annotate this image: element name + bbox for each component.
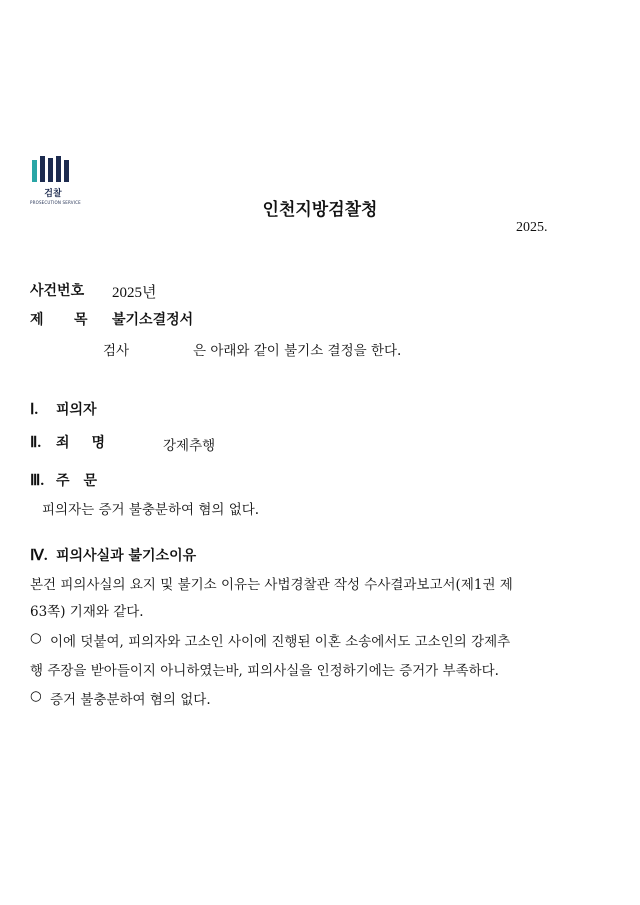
section-charge-heading [30,432,105,452]
bullet-1-line-1: 이에 덧붙여, 피의자와 고소인 사이에 진행된 이혼 소송에서도 고소인의 강제추 [50,634,511,650]
section-numeral: Ⅲ. [30,473,45,489]
section-reasons-heading [30,545,196,565]
section-title-2: 문 [83,473,98,489]
section-title: 피의사실과 불기소이유 [56,548,197,564]
section-numeral: Ⅰ. [30,402,39,418]
section-title-2: 명 [91,435,106,451]
office-name: 인천지방검찰청 [262,200,378,220]
document-date: 2025. [516,220,548,235]
section-numeral: Ⅱ. [30,435,42,451]
section-title-1: 주 [56,473,70,489]
reasons-line-1: 본건 피의사실의 요지 및 불기소 이유는 사법경찰관 작성 수사결과보고서(제1권 제 [30,577,513,593]
case-number-label: 사건번호 [30,283,85,299]
subject-value: 불기소결정서 [112,312,194,328]
prosecutor-label: 검사 [103,343,130,359]
subject-label-2: 목 [74,312,88,328]
order-text: 피의자는 증거 불충분하여 혐의 없다. [42,502,260,518]
section-title-1: 죄 [56,435,70,451]
logo-subtext: PROSECUTION SERVICE [30,200,81,205]
intro-text: 은 아래와 같이 불기소 결정을 한다. [193,343,402,359]
bullet-2-text: 증거 불충분하여 혐의 없다. [50,692,211,708]
reasons-line-2: 63쪽) 기재와 같다. [30,604,144,620]
section-numeral: Ⅳ. [30,548,48,564]
bullet-2-marker: ○ [30,688,42,704]
section-suspect-heading [30,399,97,419]
bullet-1-line-2: 행 주장을 받아들이지 아니하였는바, 피의사실을 인정하기에는 증거가 부족하다. [30,663,499,679]
charge-value: 강제추행 [163,438,216,454]
logo-bars-icon [30,156,76,184]
case-number-value: 2025년 [112,285,157,301]
section-order-heading [30,470,97,490]
logo-text: 검찰 [44,189,62,199]
subject-label-1: 제 [30,312,44,328]
bullet-1-marker: ○ [30,630,42,646]
section-title: 피의자 [56,402,97,418]
